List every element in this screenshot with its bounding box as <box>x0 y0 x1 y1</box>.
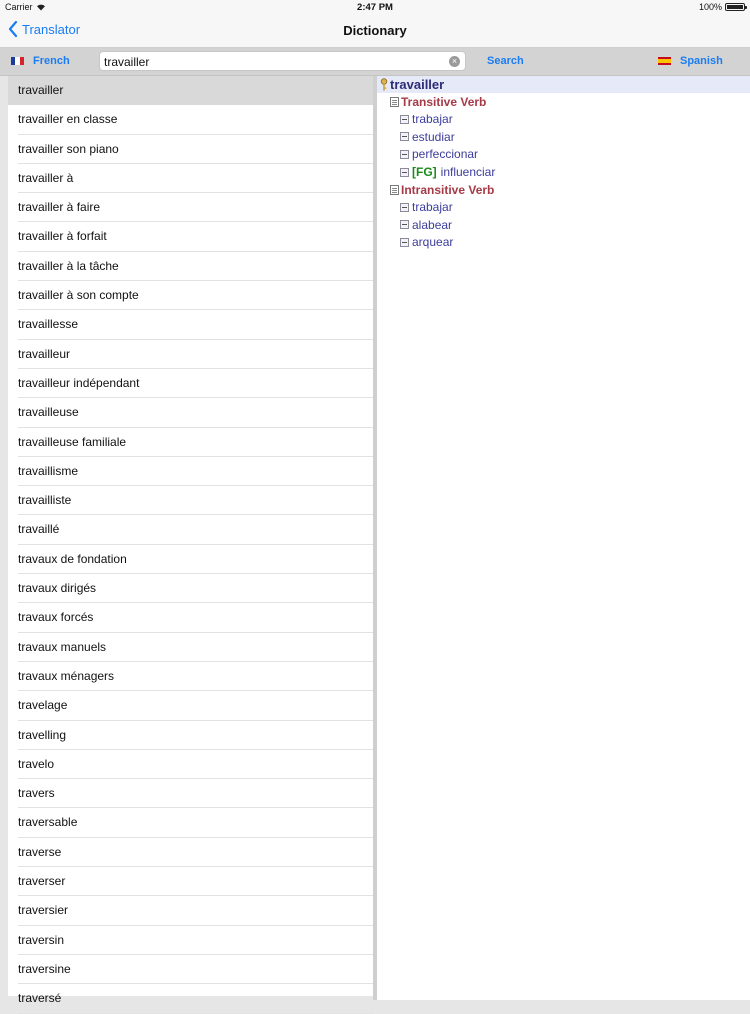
status-bar <box>0 0 750 14</box>
list-item[interactable]: travaillesse <box>18 310 373 339</box>
entry-detail-panel <box>377 76 750 1000</box>
list-item[interactable]: travailler à <box>18 164 373 193</box>
list-item[interactable]: traversable <box>18 808 373 837</box>
list-item[interactable]: traverse <box>18 838 373 867</box>
document-icon <box>390 97 399 107</box>
list-item[interactable]: travailler <box>8 76 373 105</box>
target-language-label: Spanish <box>680 55 723 67</box>
search-button[interactable]: Search <box>487 55 524 67</box>
translation-text: influenciar <box>440 165 496 180</box>
carrier-label: Carrier <box>5 2 33 12</box>
translation-text: arquear <box>412 235 454 250</box>
translation-text-wrap <box>412 200 453 214</box>
search-input[interactable] <box>104 54 434 69</box>
entry-groups <box>377 93 750 251</box>
usage-tag: [FG] <box>412 165 437 180</box>
list-item[interactable]: travaux dirigés <box>18 574 373 603</box>
status-time: 2:47 PM <box>357 2 393 13</box>
list-item[interactable]: travailleur indépendant <box>18 369 373 398</box>
translation-row[interactable] <box>377 216 750 234</box>
translation-text: alabear <box>412 217 453 232</box>
list-item[interactable]: traversier <box>18 896 373 925</box>
clear-icon[interactable]: × <box>449 56 460 67</box>
translation-row[interactable] <box>377 146 750 164</box>
translation-text-wrap <box>412 165 495 179</box>
part-of-speech-row <box>377 181 750 199</box>
translation-row[interactable] <box>377 128 750 146</box>
status-right <box>699 2 745 12</box>
list-item[interactable]: travailler à son compte <box>18 281 373 310</box>
translation-icon <box>400 132 409 141</box>
list-item[interactable]: travailleur <box>18 340 373 369</box>
translation-text: estudiar <box>412 129 455 144</box>
list-item[interactable]: travaillé <box>18 515 373 544</box>
translation-text-wrap <box>412 147 478 161</box>
translation-text: perfeccionar <box>412 147 479 162</box>
spanish-flag-icon <box>658 57 671 65</box>
list-item[interactable]: travailliste <box>18 486 373 515</box>
list-item[interactable]: travailler à faire <box>18 193 373 222</box>
battery-percent: 100% <box>698 2 722 12</box>
translation-row[interactable] <box>377 234 750 252</box>
list-item[interactable]: traversine <box>18 955 373 984</box>
translation-row[interactable] <box>377 111 750 129</box>
list-item[interactable]: travelo <box>18 750 373 779</box>
list-item[interactable]: travailleuse <box>18 398 373 427</box>
translation-row[interactable] <box>377 198 750 216</box>
list-item[interactable]: travailler à la tâche <box>18 252 373 281</box>
list-item[interactable]: travaux forcés <box>18 603 373 632</box>
page-title: Dictionary <box>343 23 407 38</box>
search-toolbar <box>0 48 750 76</box>
list-item[interactable]: travaux de fondation <box>18 545 373 574</box>
navigation-bar <box>0 14 750 48</box>
list-item[interactable]: travailleuse familiale <box>18 428 373 457</box>
list-item[interactable]: travelage <box>18 691 373 720</box>
translation-icon <box>400 238 409 247</box>
translation-text-wrap <box>412 130 455 144</box>
list-item[interactable]: travailler son piano <box>18 135 373 164</box>
battery-icon <box>725 3 745 11</box>
list-item[interactable]: travers <box>18 779 373 808</box>
part-of-speech-label: Intransitive Verb <box>401 182 495 197</box>
back-button-label: Translator <box>22 21 81 37</box>
translation-icon <box>400 168 409 177</box>
headword-bar <box>377 76 750 93</box>
search-field[interactable] <box>99 51 466 71</box>
translation-text-wrap <box>412 235 453 249</box>
french-flag-icon <box>11 57 24 65</box>
source-language-button[interactable] <box>11 55 70 67</box>
part-of-speech-label: Transitive Verb <box>401 94 487 109</box>
part-of-speech-row <box>377 93 750 111</box>
translation-text-wrap <box>412 218 452 232</box>
word-list <box>8 76 373 1006</box>
translation-icon <box>400 203 409 212</box>
translation-text: trabajar <box>412 112 453 127</box>
key-icon <box>380 78 388 91</box>
translation-icon <box>400 115 409 124</box>
list-item[interactable]: traverser <box>18 867 373 896</box>
translation-text-wrap <box>412 112 453 126</box>
list-item[interactable]: traversin <box>18 926 373 955</box>
list-item[interactable]: travailler à forfait <box>18 222 373 251</box>
list-item[interactable]: travelling <box>18 721 373 750</box>
list-item[interactable]: travailler en classe <box>18 105 373 134</box>
list-item[interactable]: travaux ménagers <box>18 662 373 691</box>
translation-text: trabajar <box>412 200 453 215</box>
source-language-label: French <box>33 55 70 67</box>
translation-icon <box>400 220 409 229</box>
translation-row[interactable] <box>377 163 750 181</box>
list-item[interactable]: travaillisme <box>18 457 373 486</box>
document-icon <box>390 185 399 195</box>
headword: travailler <box>390 77 445 92</box>
target-language-button[interactable] <box>658 55 723 67</box>
translation-icon <box>400 150 409 159</box>
list-item[interactable]: traversé <box>18 984 373 1013</box>
list-item[interactable]: travaux manuels <box>18 633 373 662</box>
